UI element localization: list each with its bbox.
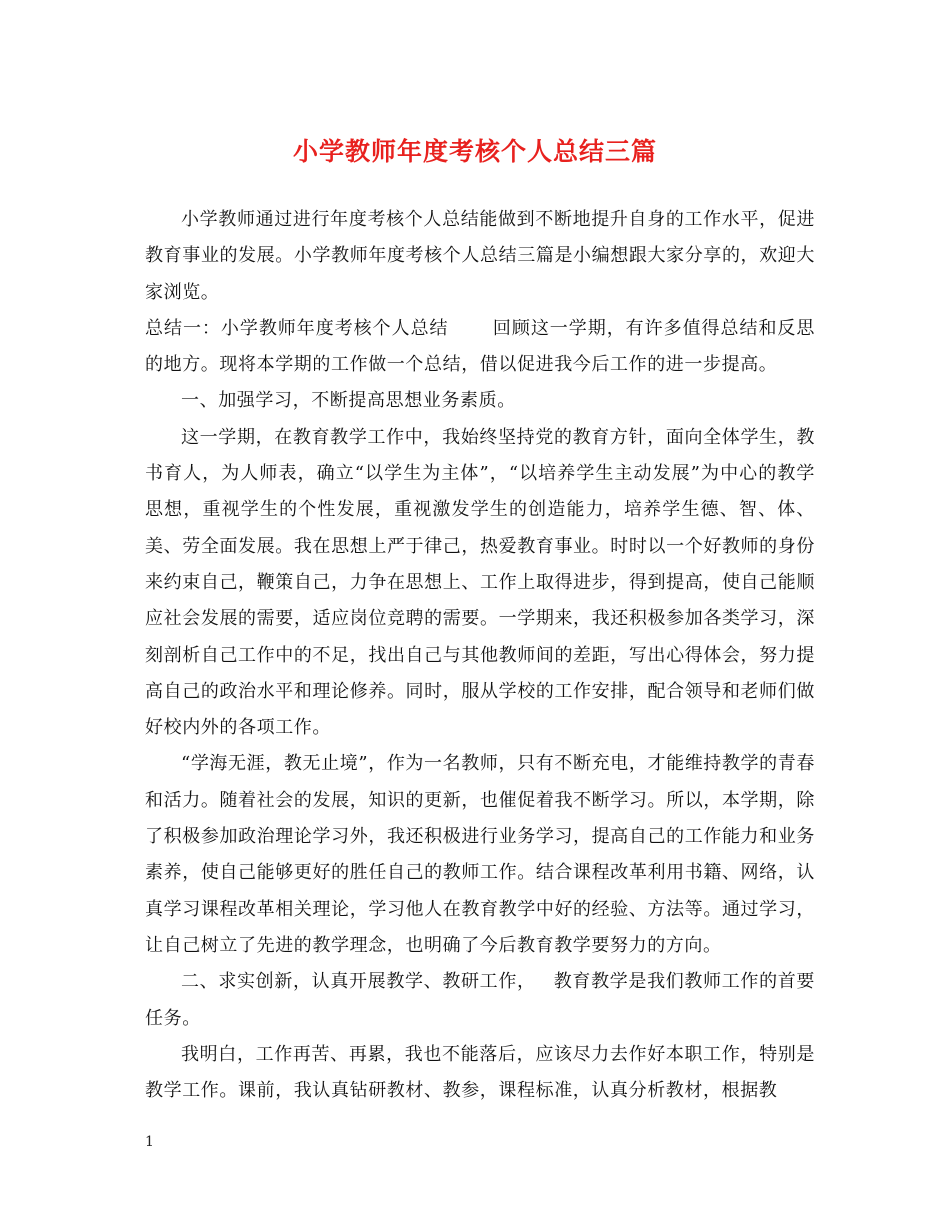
intro-paragraph: 小学教师通过进行年度考核个人总结能做到不断地提升自身的工作水平，促进教育事业的发展。小学教师年度考核个人总结三篇是小编想跟大家分享的，欢迎大家浏览。 — [145, 209, 815, 303]
summary1-paragraph — [145, 311, 815, 384]
summary1-opening: 回顾这一学期，有许多值得总结和反思的地方。现将本学期的工作做一个总结，借以促进我今后工作的进一步提高。 — [145, 317, 815, 376]
learning-paragraph: “学海无涯，教无止境”，作为一名教师，只有不断充电，才能维持教学的青春和活力。随着社会的发展，知识的更新，也催促着我不断学习。所以，本学期，除了积极参加政治理论学习外，我还积极进行业务学习，提高自己的工作能力和业务素养，使自己能够更好的胜任自己的教师工作。结合课程改革利用书籍、网络，认真学习课程改革相关理论，学习他人在教育教学中好的经验、方法等。通过学习，让自己树立了先进的教学理念，也明确了今后教育教学要努力的方向。 — [145, 753, 815, 956]
document-body — [145, 202, 815, 1109]
document-title: 小学教师年度考核个人总结三篇 — [292, 137, 657, 166]
summary1-heading: 总结一：小学教师年度考核个人总结 — [145, 317, 449, 339]
section2-text: 教育教学是我们教师工作的首要任务。 — [145, 971, 815, 1029]
section1-body-paragraph: 这一学期，在教育教学工作中，我始终坚持党的教育方针，面向全体学生，教书育人，为人师表，确立“以学生为主体”，“以培养学生主动发展”为中心的教学思想，重视学生的个性发展，重视激发学生的创造能力，培养学生德、智、体、美、劳全面发展。我在思想上严于律己，热爱教育事业。时时以一个好教师的身份来约束自己，鞭策自己，力争在思想上、工作上取得进步，得到提高，使自己能顺应社会发展的需要，适应岗位竞聘的需要。一学期来，我还积极参加各类学习，深刻剖析自己工作中的不足，找出自己与其他教师间的差距，写出心得体会，努力提高自己的政治水平和理论修养。同时，服从学校的工作安排，配合领导和老师们做好校内外的各项工作。 — [145, 426, 815, 739]
section1-heading: 一、加强学习，不断提高思想业务素质。 — [181, 390, 516, 412]
understand-paragraph: 我明白，工作再苦、再累，我也不能落后，应该尽力去作好本职工作，特别是教学工作。课前，我认真钻研教材、教参，课程标准，认真分析教材，根据教 — [145, 1043, 815, 1102]
page-number: 1 — [145, 1134, 154, 1150]
section2-paragraph — [145, 964, 815, 1037]
section2-heading: 二、求实创新，认真开展教学、教研工作， — [181, 971, 536, 993]
